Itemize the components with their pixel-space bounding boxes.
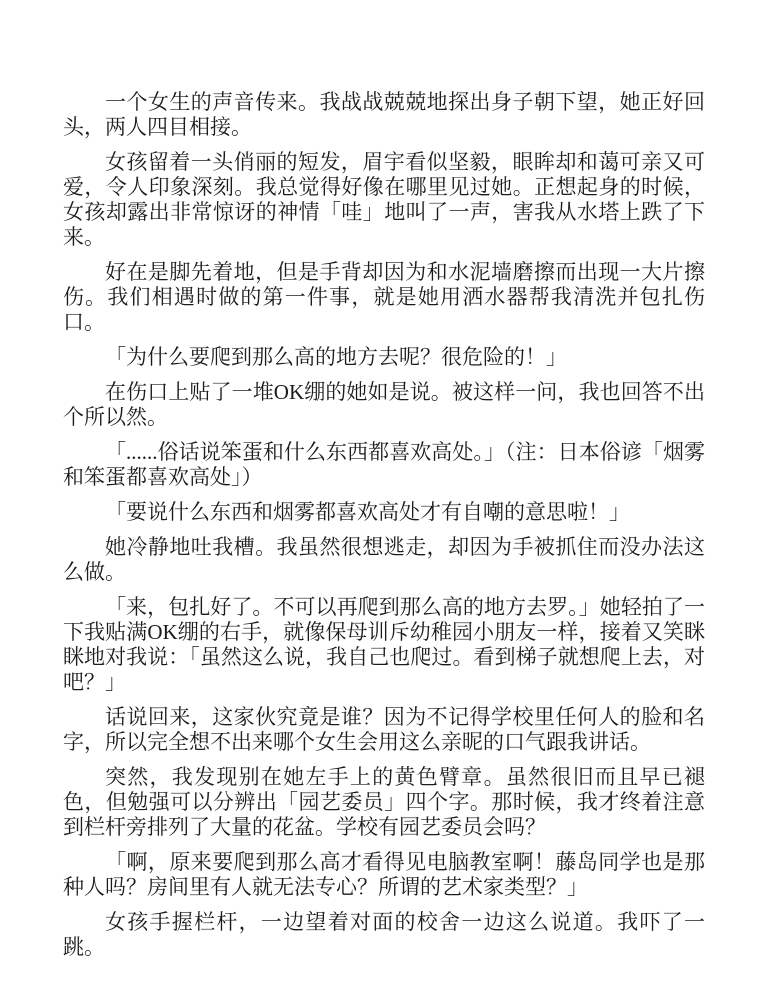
paragraph-6-dialogue: 「......俗话说笨蛋和什么东西都喜欢高处。」（注：日本俗谚「烟雾和笨蛋都喜欢高处」） bbox=[63, 440, 705, 489]
paragraph-13: 女孩手握栏杆，一边望着对面的校舍一边这么说道。我吓了一跳。 bbox=[63, 910, 705, 959]
paragraph-12-dialogue: 「啊，原来要爬到那么高才看得见电脑教室啊！藤岛同学也是那种人吗？房间里有人就无法专心？所谓的艺术家类型？」 bbox=[63, 850, 705, 899]
paragraph-3: 好在是脚先着地，但是手背却因为和水泥墙磨擦而出现一大片擦伤。我们相遇时做的第一件事，就是她用洒水器帮我清洗并包扎伤口。 bbox=[63, 260, 705, 334]
paragraph-4-dialogue: 「为什么要爬到那么高的地方去呢？很危险的！」 bbox=[105, 345, 567, 369]
paragraph-8: 她冷静地吐我槽。我虽然很想逃走，却因为手被抓住而没办法这么做。 bbox=[63, 535, 705, 584]
paragraph-11: 突然，我发现别在她左手上的黄色臂章。虽然很旧而且早已褪色，但勉强可以分辨出「园艺委员」四个字。那时候，我才终着注意到栏杆旁排列了大量的花盆。学校有园艺委员会吗？ bbox=[63, 765, 705, 839]
text-block bbox=[63, 90, 705, 960]
paragraph-2: 女孩留着一头俏丽的短发，眉宇看似坚毅，眼眸却和蔼可亲又可爱，令人印象深刻。我总觉得好像在哪里见过她。正想起身的时候，女孩却露出非常惊讶的神情「哇」地叫了一声，害我从水塔上跌了下来。 bbox=[63, 150, 705, 249]
paragraph-9-dialogue: 「来，包扎好了。不可以再爬到那么高的地方去罗。」她轻拍了一下我贴满OK绷的右手，就像保母训斥幼稚园小朋友一样，接着又笑眯眯地对我说：「虽然这么说，我自己也爬过。看到梯子就想爬上去，对吧？」 bbox=[63, 595, 705, 694]
paragraph-7-dialogue: 「要说什么东西和烟雾都喜欢高处才有自嘲的意思啦！」 bbox=[105, 500, 630, 524]
paragraph-10: 话说回来，这家伙究竟是谁？因为不记得学校里任何人的脸和名字，所以完全想不出来哪个女生会用这么亲昵的口气跟我讲话。 bbox=[63, 705, 705, 754]
paragraph-5: 在伤口上贴了一堆OK绷的她如是说。被这样一问，我也回答不出个所以然。 bbox=[63, 380, 705, 429]
paragraph-1: 一个女生的声音传来。我战战兢兢地探出身子朝下望，她正好回头，两人四目相接。 bbox=[63, 90, 705, 139]
